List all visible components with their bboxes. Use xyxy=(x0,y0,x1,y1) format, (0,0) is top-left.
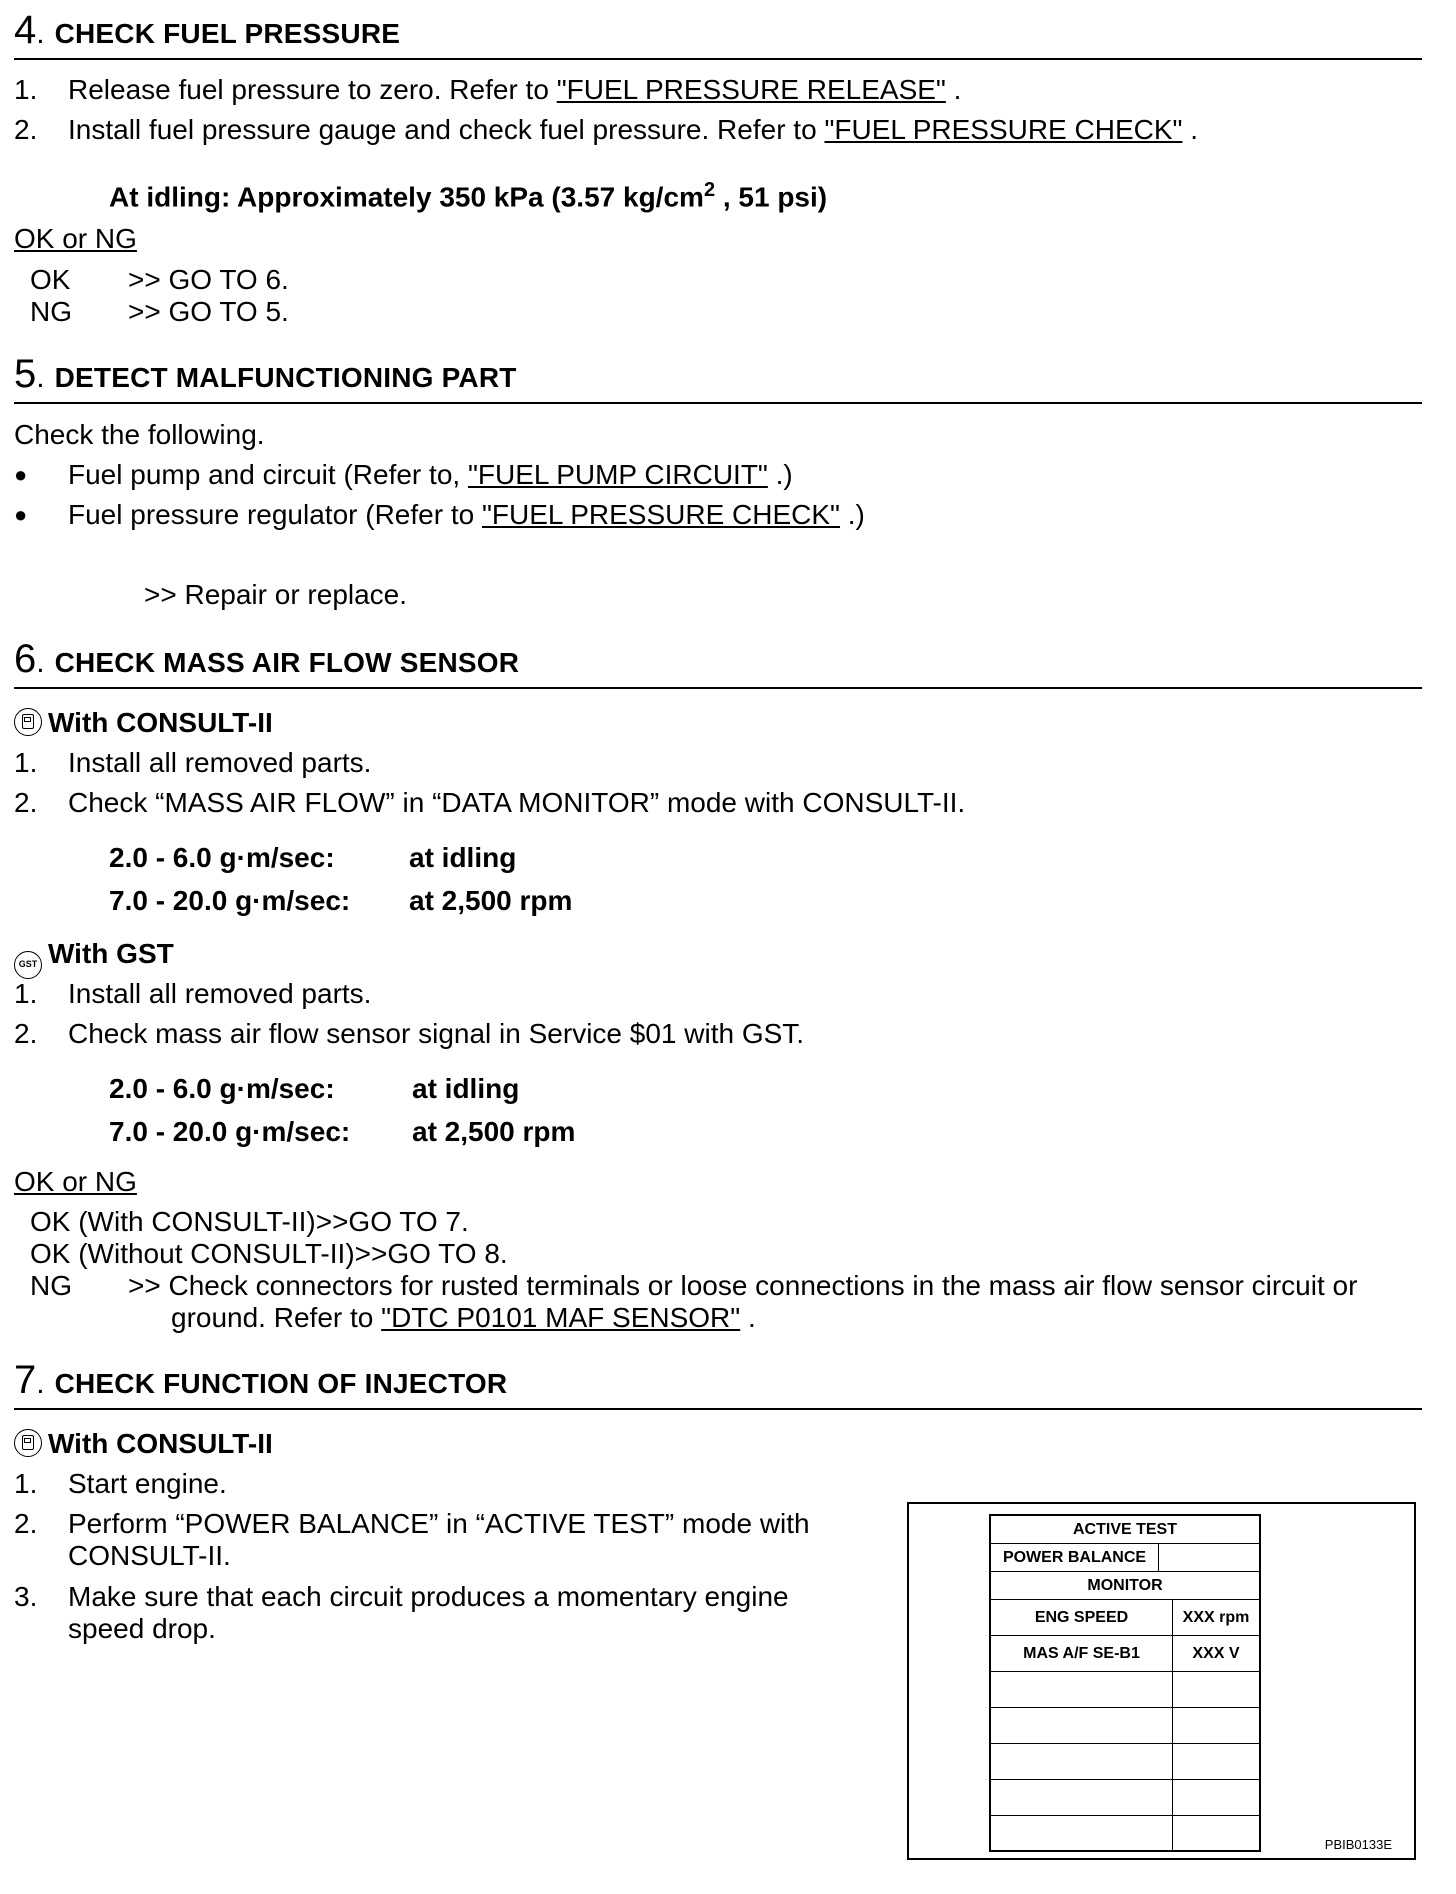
test-name: POWER BALANCE xyxy=(991,1544,1159,1571)
consult-heading: With CONSULT-II xyxy=(14,1428,273,1460)
test-row xyxy=(991,1544,1259,1572)
result-ok: OK >> GO TO 6. xyxy=(30,264,289,295)
monitor-row xyxy=(991,1572,1259,1600)
repair-action: >> Repair or replace. xyxy=(144,579,408,610)
result-ok-consult: OK (With CONSULT-II)>>GO TO 7. xyxy=(30,1206,469,1237)
result-ng: NG >> GO TO 5. xyxy=(30,296,289,327)
result-ng-cont: ground. Refer to "DTC P0101 MAF SENSOR" . xyxy=(171,1302,756,1333)
section-number: 5. xyxy=(14,352,45,396)
section-4-header xyxy=(14,8,1422,60)
consult-screen-figure xyxy=(907,1502,1416,1860)
bullet-item: ● Fuel pressure regulator (Refer to "FUEL PRESSURE CHECK" .) xyxy=(14,499,865,530)
link-fuel-pressure-check[interactable]: "FUEL PRESSURE CHECK" xyxy=(824,114,1183,145)
consult-screen xyxy=(989,1514,1261,1852)
result-ng: NG >> Check connectors for rusted terminals or loose connections in the mass air flow sensor circuit or xyxy=(30,1270,1358,1301)
fuel-pressure-spec: At idling: Approximately 350 kPa (3.57 $kg/cm^2$ , 51 psi) xyxy=(109,179,828,213)
section-title: CHECK MASS AIR FLOW SENSOR xyxy=(54,647,520,678)
monitor-item-row xyxy=(991,1636,1259,1672)
monitor-item-label: ENG SPEED xyxy=(991,1600,1173,1635)
step-cont: speed drop. xyxy=(68,1613,216,1644)
step: 2. Install fuel pressure gauge and check fuel pressure. Refer to "FUEL PRESSURE CHECK" . xyxy=(14,114,1199,145)
consult-heading: With CONSULT-II xyxy=(14,707,273,739)
bullet-item: ● Fuel pump and circuit (Refer to, "FUEL PUMP CIRCUIT" .) xyxy=(14,459,793,490)
section-number: 7. xyxy=(14,1358,45,1402)
monitor-label: MONITOR xyxy=(1087,1576,1163,1594)
section-title: CHECK FUEL PRESSURE xyxy=(54,18,401,49)
step: 2. Check mass air flow sensor signal in Service $01 with GST. xyxy=(14,1018,805,1049)
monitor-item-row xyxy=(991,1600,1259,1636)
step: 1. Install all removed parts. xyxy=(14,978,372,1009)
ok-ng-heading: OK or NG xyxy=(14,223,137,254)
section-6-header xyxy=(14,637,1422,689)
section-number: 4. xyxy=(14,8,45,52)
link-fuel-pressure-check[interactable]: "FUEL PRESSURE CHECK" xyxy=(481,499,840,530)
ok-ng-heading: OK or NG xyxy=(14,1166,137,1197)
link-fuel-pump-circuit[interactable]: "FUEL PUMP CIRCUIT" xyxy=(467,459,768,490)
gst-spec-idling: 2.0 - 6.0 g·m/sec: at idling xyxy=(109,1073,520,1104)
step: 1. Install all removed parts. xyxy=(14,747,372,778)
section-number: 6. xyxy=(14,637,45,681)
step: 2. Check “MASS AIR FLOW” in “DATA MONITOR” mode with CONSULT-II. xyxy=(14,787,966,818)
empty-row xyxy=(991,1744,1259,1780)
gst-heading: GST With GST xyxy=(14,938,174,979)
figure-code: PBIB0133E xyxy=(1324,1837,1392,1852)
maf-spec-idling: 2.0 - 6.0 g·m/sec: at idling xyxy=(109,842,517,873)
empty-row xyxy=(991,1816,1259,1850)
step: 1. Release fuel pressure to zero. Refer to "FUEL PRESSURE RELEASE" . xyxy=(14,74,962,105)
consult-icon xyxy=(14,1429,42,1457)
link-fuel-pressure-release[interactable]: "FUEL PRESSURE RELEASE" xyxy=(556,74,946,105)
step: 2. Perform “POWER BALANCE” in “ACTIVE TEST” mode with xyxy=(14,1508,810,1539)
link-dtc-p0101[interactable]: "DTC P0101 MAF SENSOR" xyxy=(381,1302,741,1333)
empty-row xyxy=(991,1708,1259,1744)
gst-spec-2500: 7.0 - 20.0 g·m/sec: at 2,500 rpm xyxy=(109,1116,576,1147)
check-intro: Check the following. xyxy=(14,419,265,450)
consult-icon xyxy=(14,708,42,736)
screen-title: ACTIVE TEST xyxy=(1072,1520,1177,1538)
section-7-header xyxy=(14,1358,1422,1410)
monitor-item-value: XXX V xyxy=(1192,1644,1240,1662)
monitor-item-value: XXX rpm xyxy=(1182,1608,1250,1626)
section-title: DETECT MALFUNCTIONING PART xyxy=(54,362,517,393)
screen-title-row xyxy=(991,1516,1259,1544)
step-cont: CONSULT-II. xyxy=(68,1540,231,1571)
section-title: CHECK FUNCTION OF INJECTOR xyxy=(54,1368,508,1399)
step: 3. Make sure that each circuit produces a momentary engine xyxy=(14,1581,789,1612)
section-5-header xyxy=(14,352,1422,404)
empty-row xyxy=(991,1672,1259,1708)
gst-icon: GST xyxy=(14,951,42,979)
monitor-item-label: MAS A/F SE-B1 xyxy=(991,1636,1173,1671)
result-ok-no-consult: OK (Without CONSULT-II)>>GO TO 8. xyxy=(30,1238,508,1269)
empty-row xyxy=(991,1780,1259,1816)
maf-spec-2500: 7.0 - 20.0 g·m/sec: at 2,500 rpm xyxy=(109,885,573,916)
step: 1. Start engine. xyxy=(14,1468,227,1499)
